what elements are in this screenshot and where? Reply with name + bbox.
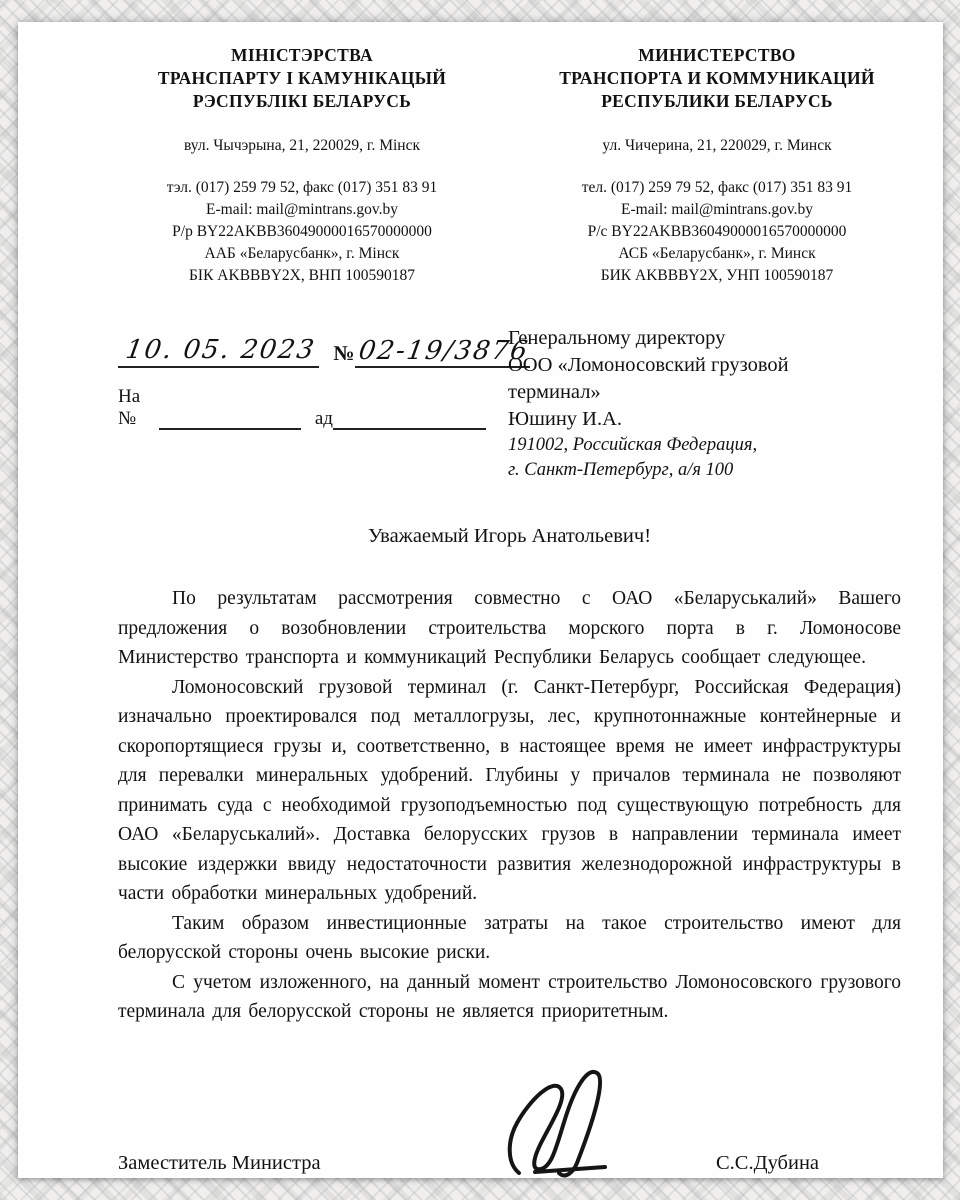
letterhead (118, 38, 901, 287)
letterhead-right-russian (533, 38, 901, 287)
org-name-ru-line: РЕСПУБЛИКИ БЕЛАРУСЬ (601, 91, 833, 111)
org-name-by-line: ТРАНСПАРТУ І КАМУНІКАЦЫЙ (157, 68, 447, 88)
letterhead-left-belarusian (118, 38, 486, 287)
reply-to-label: На № (118, 386, 141, 429)
letter-page (18, 22, 943, 1178)
paragraph-1: По результатам рассмотрения совместно с ОАО «Беларуськалий» Вашего предложения о возобновлении строительства морского порта в г. Ломоносове Министерство транспорта и коммуникаций Республики Беларусь сообщает следующее. (118, 588, 901, 668)
account-number-ru: Р/с BY22AKBB36049000016570000000 (587, 223, 847, 240)
recipient-name: Юшину И.А. (508, 408, 623, 430)
bank-codes-by: БІК AKBBBY2X, ВНП 100590187 (189, 267, 415, 284)
org-contacts-by (118, 177, 486, 287)
org-address-by: вул. Чычэрына, 21, 220029, г. Мінск (183, 137, 421, 154)
org-name-by-line: РЭСПУБЛІКІ БЕЛАРУСЬ (192, 91, 412, 111)
recipient-company: ООО «Ломоносовский грузовой терминал» (508, 354, 789, 403)
handwritten-signature-icon (490, 1065, 660, 1185)
outgoing-number-field (333, 336, 530, 368)
handwritten-number-underline (355, 336, 531, 368)
recipient-block (486, 325, 901, 483)
salutation: Уважаемый Игорь Анатольевич! (367, 525, 652, 547)
reference-block (118, 325, 531, 483)
reply-from-label: ад (314, 408, 333, 429)
signature-block (118, 1065, 901, 1185)
number-sign-label: № (333, 341, 355, 365)
recipient-position: Генеральному директору (508, 327, 726, 349)
reply-from-date-blank (333, 406, 486, 430)
org-name-ru-line: МИНИСТЕРСТВО (638, 45, 796, 65)
org-name-ru (533, 44, 901, 113)
account-number-by: Р/р BY22AKBB36049000016570000000 (172, 223, 432, 240)
recipient-postal-line: 191002, Российская Федерация, (508, 435, 758, 455)
signer-position: Заместитель Министра (118, 1151, 321, 1174)
paragraph-4: С учетом изложенного, на данный момент строительство Ломоносовского грузового терминала для белорусской стороны не является приоритетным. (118, 971, 901, 1022)
outgoing-date-field (118, 335, 319, 368)
org-name-ru-line: ТРАНСПОРТА И КОММУНИКАЦИЙ (559, 68, 875, 88)
org-contacts-ru (533, 177, 901, 287)
phone-fax-by: тэл. (017) 259 79 52, факс (017) 351 83 91 (166, 179, 438, 196)
date-and-number-row (118, 335, 531, 368)
reply-to-row (118, 386, 486, 430)
phone-fax-ru: тел. (017) 259 79 52, факс (017) 351 83 91 (581, 179, 853, 196)
email-by: E-mail: mail@mintrans.gov.by (206, 201, 398, 218)
bank-name-by: ААБ «Беларусбанк», г. Мінск (204, 245, 400, 262)
handwritten-date: 10. 05. 2023 (123, 335, 318, 365)
handwritten-number: 02-19/3876 (356, 336, 531, 366)
recipient-city-line: г. Санкт-Петербург, а/я 100 (508, 460, 734, 480)
reference-and-recipient (118, 325, 901, 483)
paragraph-3: Таким образом инвестиционные затраты на такое строительство имеют для белорусской стороны очень высокие риски. (118, 912, 901, 963)
bank-name-ru: АСБ «Беларусбанк», г. Минск (618, 245, 816, 262)
paragraph-2: Ломоносовский грузовой терминал (г. Санкт-Петербург, Российская Федерация) изначально проектировался под металлогрузы, лес, крупнотоннажные контейнерные и скоропортящиеся грузы и, соответственно, в настоящее время не имеет инфраструктуры для перевалки минеральных удобрений. Глубины у причалов терминала не позволяют принимать суда с необходимой грузоподъемностью под существующую потребность для ОАО «Беларуськалий». Доставка белорусских грузов в направлении терминала имеет высокие издержки ввиду недостаточности развития железнодорожной инфраструктуры в части обработки минеральных удобрений. (118, 676, 901, 904)
letter-body (118, 584, 901, 1027)
org-address-ru: ул. Чичерина, 21, 220029, г. Минск (602, 137, 832, 154)
org-name-by-line: МІНІСТЭРСТВА (231, 45, 373, 65)
org-name-by (118, 44, 486, 113)
signer-name: С.С.Дубина (716, 1151, 820, 1174)
bank-codes-ru: БИК AKBBBY2X, УНП 100590187 (600, 267, 834, 284)
email-ru: E-mail: mail@mintrans.gov.by (621, 201, 813, 218)
reply-to-number-blank (159, 406, 301, 430)
